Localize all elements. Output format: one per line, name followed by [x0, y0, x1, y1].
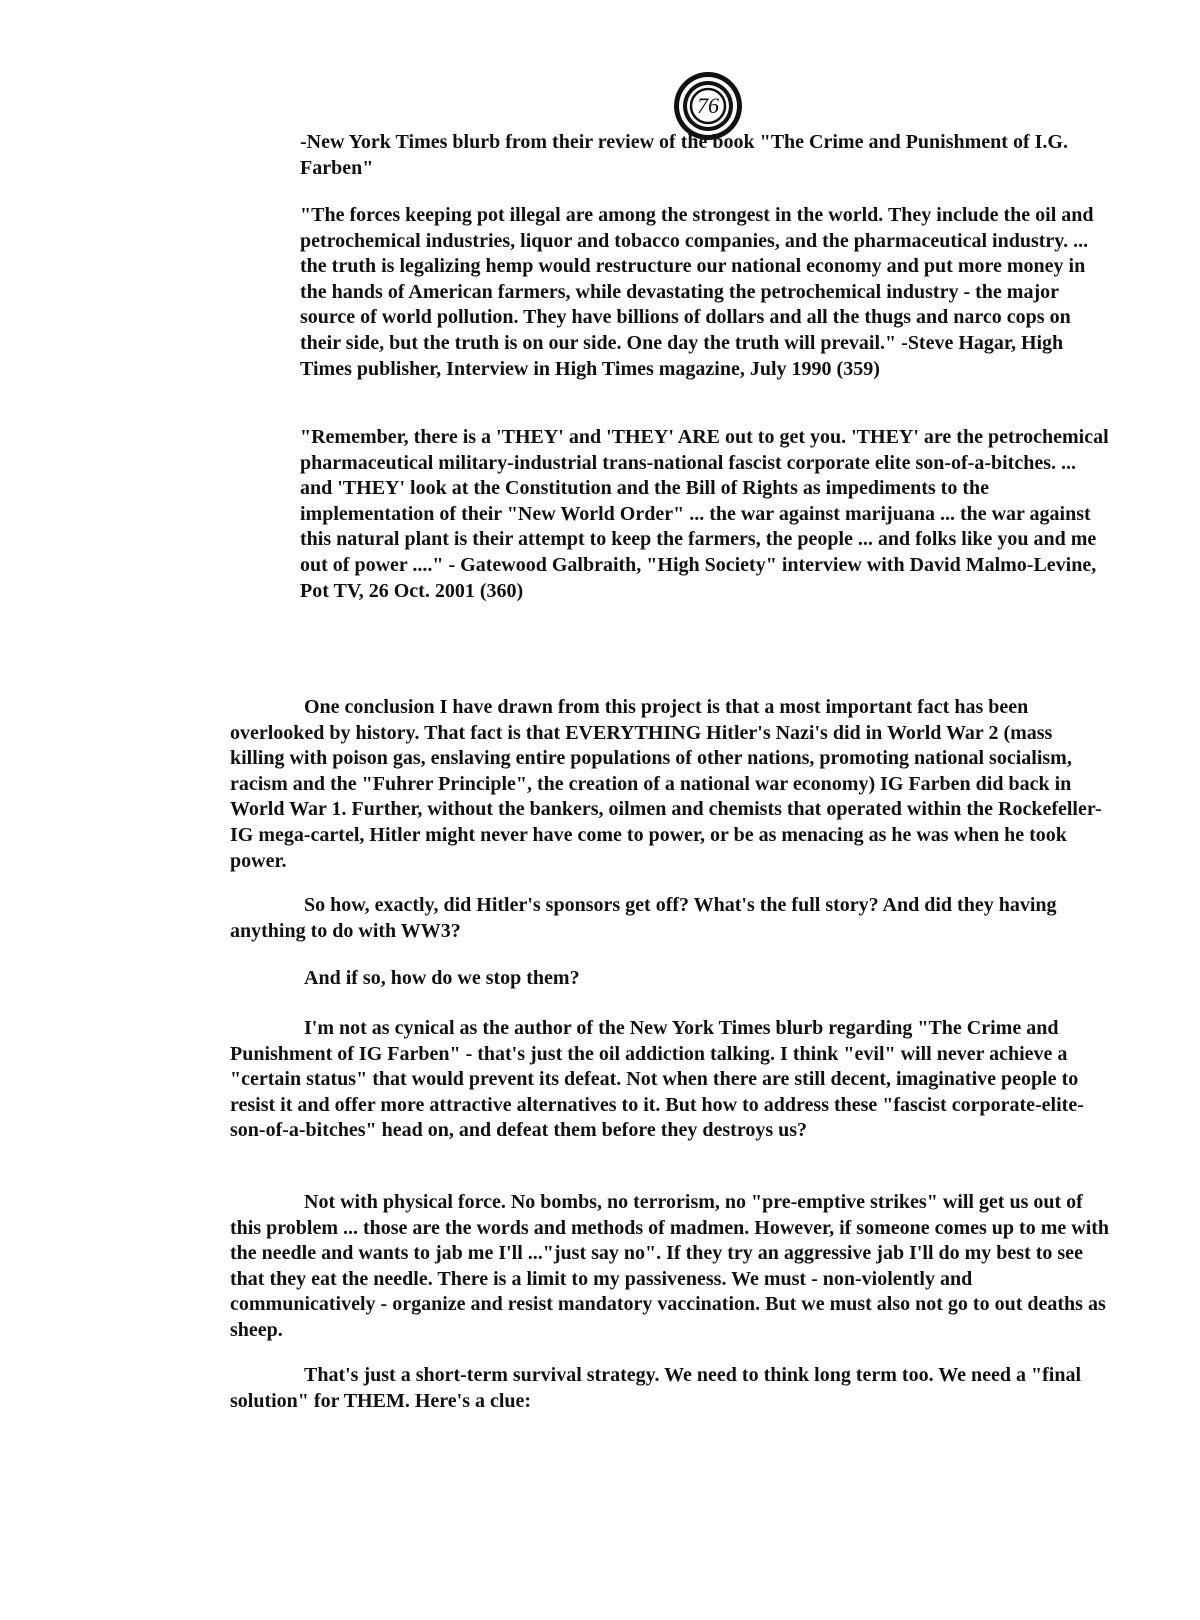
paragraph-physical-force: Not with physical force. No bombs, no terrorism, no "pre-emptive strikes" will get us out of this problem ... those are the words and methods of madmen. However, if someone comes up to me with the needle and wants to jab me I'll ..."just say no". If they try an aggressive jab I'll do my best to see that they eat the needle. There is a limit to my passiveness. We must - non-violently and communicatively - organize and resist mandatory vaccination. But we must also not go to out deaths as sheep.	[230, 1191, 1110, 1341]
paragraph-stop-them: And if so, how do we stop them?	[304, 967, 580, 989]
nyt-blurb-attribution: -New York Times blurb from their review of the book "The Crime and Punishment of I.G. Farben"	[300, 131, 1068, 179]
quote-steve-hagar: "The forces keeping pot illegal are among the strongest in the world. They include the oil and petrochemical industries, liquor and tobacco companies, and the pharmaceutical industry. ... the truth is legalizing hemp would restructure our national economy and put more money in the hands of American farmers, while devastating the petrochemical industry - the major source of world pollution. They have billions of dollars and all the thugs and narco cops on their side, but the truth is on our side. One day the truth will prevail." -Steve Hagar, High Times publisher, Interview in High Times magazine, July 1990 (359)	[300, 204, 1094, 380]
page-number: 76	[697, 93, 719, 118]
paragraph-hitler-sponsors: So how, exactly, did Hitler's sponsors get off? What's the full story? And did they having anything to do with WW3?	[230, 894, 1057, 942]
paragraph-not-cynical: I'm not as cynical as the author of the New York Times blurb regarding "The Crime and Punishment of IG Farben" - that's just the oil addiction talking. I think "evil" will never achieve a "certain status" that would prevent its defeat. Not when there are still decent, imaginative people to resist it and offer more attractive alternatives to it. But how to address these "fascist corporate-elite-son-of-a-bitches" head on, and defeat them before they destroys us?	[230, 1017, 1084, 1142]
paragraph-long-term: That's just a short-term survival strategy. We need to think long term too. We need a "final solution" for THEM. Here's a clue:	[230, 1364, 1082, 1412]
paragraph-conclusion: One conclusion I have drawn from this project is that a most important fact has been overlooked by history. That fact is that EVERYTHING Hitler's Nazi's did in World War 2 (mass killing with poison gas, enslaving entire populations of other nations, promoting national socialism, racism and the "Fuhrer Principle", the creation of a national war economy) IG Farben did back in World War 1. Further, without the bankers, oilmen and chemists that operated within the Rockefeller-IG mega-cartel, Hitler might never have come to power, or be as menacing as he was when he took power.	[230, 696, 1102, 872]
quote-gatewood-galbraith: "Remember, there is a 'THEY' and 'THEY' ARE out to get you. 'THEY' are the petrochemical pharmaceutical military-industrial trans-national fascist corporate elite son-of-a-bitches. ... and 'THEY' look at the Constitution and the Bill of Rights as impediments to the implementation of their "New World Order" ... the war against marijuana ... the war against this natural plant is their attempt to keep the farmers, the people ... and folks like you and me out of power ...." - Gatewood Galbraith, "High Society" interview with David Malmo-Levine, Pot TV, 26 Oct. 2001 (360)	[300, 426, 1109, 602]
